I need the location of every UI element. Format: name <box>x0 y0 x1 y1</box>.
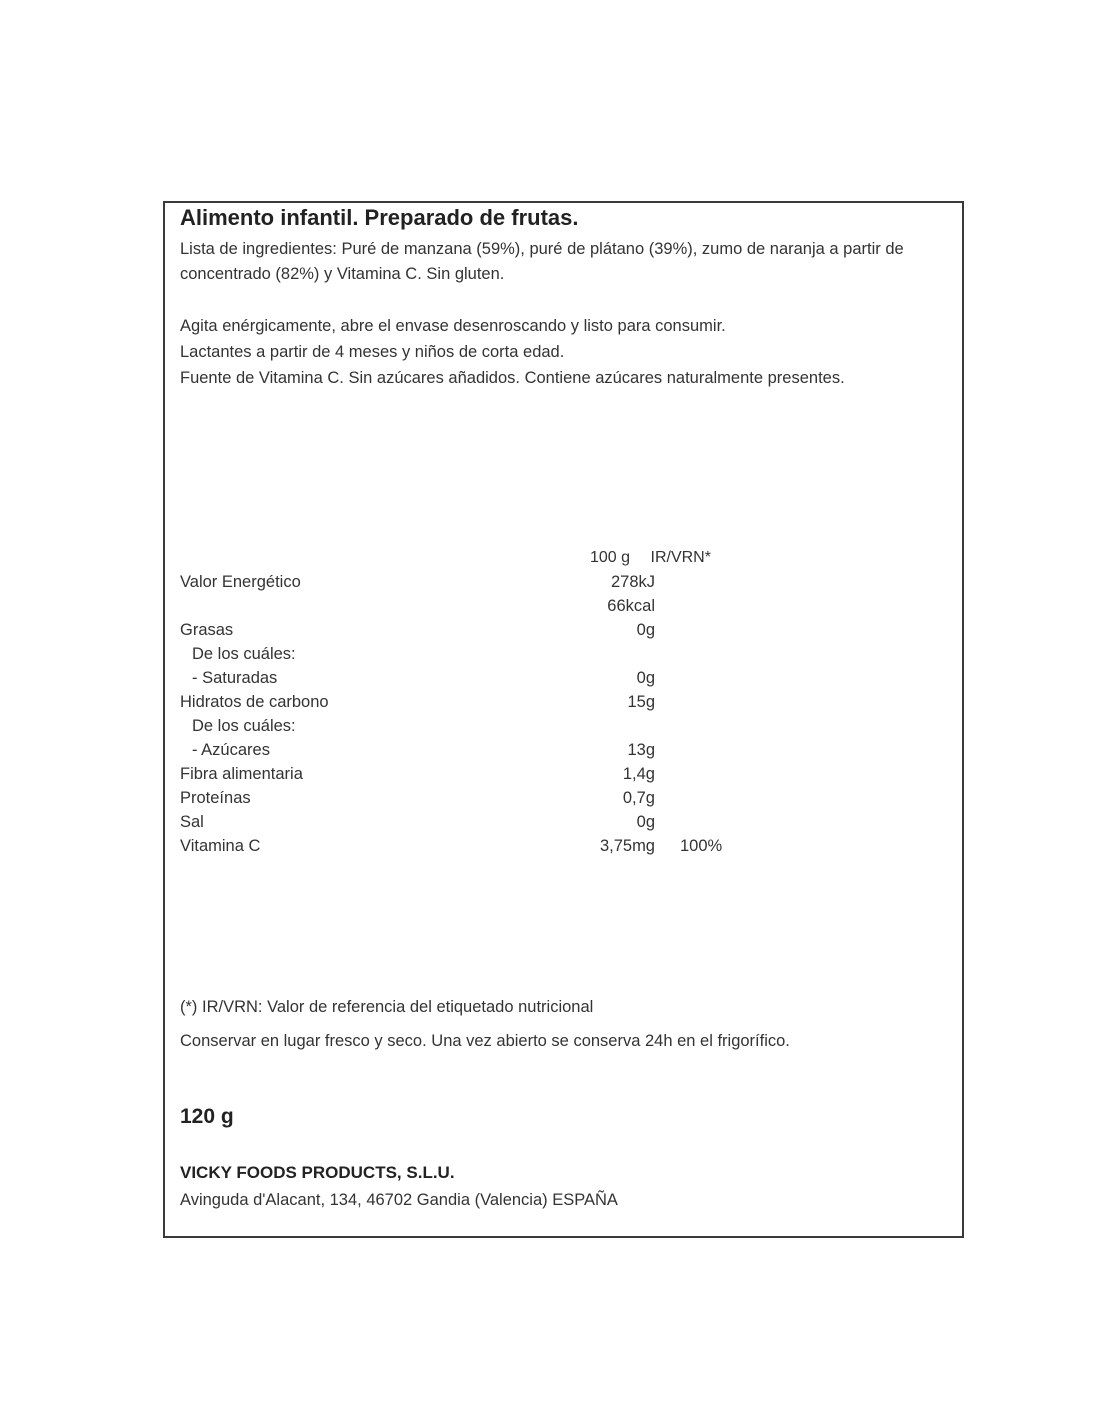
nutrition-row <box>180 573 780 597</box>
nutrient-name: - Saturadas <box>192 669 278 687</box>
nutrition-row <box>180 813 780 837</box>
nutrition-row <box>180 669 780 693</box>
nutrient-name: Sal <box>180 813 204 831</box>
nutrient-name: Fibra alimentaria <box>180 765 303 783</box>
nutrition-row <box>180 765 780 789</box>
per-100g-header: 100 g <box>590 549 631 566</box>
nutrient-name: - Azúcares <box>192 741 270 759</box>
ingredients-list: Lista de ingredientes: Puré de manzana (59%), puré de plátano (39%), zumo de naranja a partir de concentrado (82%) y Vitamina C. Sin gluten. <box>180 240 904 283</box>
nutrition-row <box>180 789 780 813</box>
nutrient-value: 13g <box>627 741 655 759</box>
nutrient-value: 0g <box>636 669 655 687</box>
nutrition-row <box>180 597 780 621</box>
nutrition-row <box>180 621 780 645</box>
target-audience: Lactantes a partir de 4 meses y niños de corta edad. <box>180 343 565 361</box>
nutrient-value: 3,75mg <box>599 837 655 855</box>
company-address: Avinguda d'Alacant, 134, 46702 Gandia (Valencia) ESPAÑA <box>180 1191 618 1209</box>
product-title: Alimento infantil. Preparado de frutas. <box>180 205 579 230</box>
nutrient-reference-intake: 100% <box>680 837 723 855</box>
nutrient-name: Grasas <box>180 621 234 639</box>
nutrition-row <box>180 837 780 861</box>
nutrient-name: De los cuáles: <box>192 645 296 663</box>
nutrition-row <box>180 645 780 669</box>
nutrition-row <box>180 717 780 741</box>
nutrition-row <box>180 693 780 717</box>
nutrition-table-header <box>590 549 711 567</box>
nutrient-value: 278kJ <box>610 573 655 591</box>
usage-instructions: Agita enérgicamente, abre el envase desenroscando y listo para consumir. <box>180 317 726 335</box>
nutrient-value: 0,7g <box>622 789 655 807</box>
nutrient-name: Vitamina C <box>180 837 261 855</box>
reference-intake-header: IR/VRN* <box>650 549 711 566</box>
net-weight: 120 g <box>180 1105 234 1128</box>
nutrient-value: 66kcal <box>607 597 655 615</box>
nutrient-name: Hidratos de carbono <box>180 693 329 711</box>
nutrient-value: 0g <box>636 621 655 639</box>
nutrient-value: 1,4g <box>622 765 655 783</box>
nutrient-value: 15g <box>627 693 655 711</box>
company-name: VICKY FOODS PRODUCTS, S.L.U. <box>180 1163 455 1182</box>
nutrition-label-panel <box>163 201 964 1238</box>
nutrition-claims: Fuente de Vitamina C. Sin azúcares añadidos. Contiene azúcares naturalmente presentes. <box>180 369 845 387</box>
nutrition-row <box>180 741 780 765</box>
storage-instructions: Conservar en lugar fresco y seco. Una vez abierto se conserva 24h en el frigorífico. <box>180 1032 790 1050</box>
reference-footnote: (*) IR/VRN: Valor de referencia del etiquetado nutricional <box>180 998 594 1016</box>
nutrient-name: Proteínas <box>180 789 251 807</box>
nutrient-name: Valor Energético <box>180 573 301 591</box>
nutrient-value: 0g <box>636 813 655 831</box>
nutrient-name: De los cuáles: <box>192 717 296 735</box>
